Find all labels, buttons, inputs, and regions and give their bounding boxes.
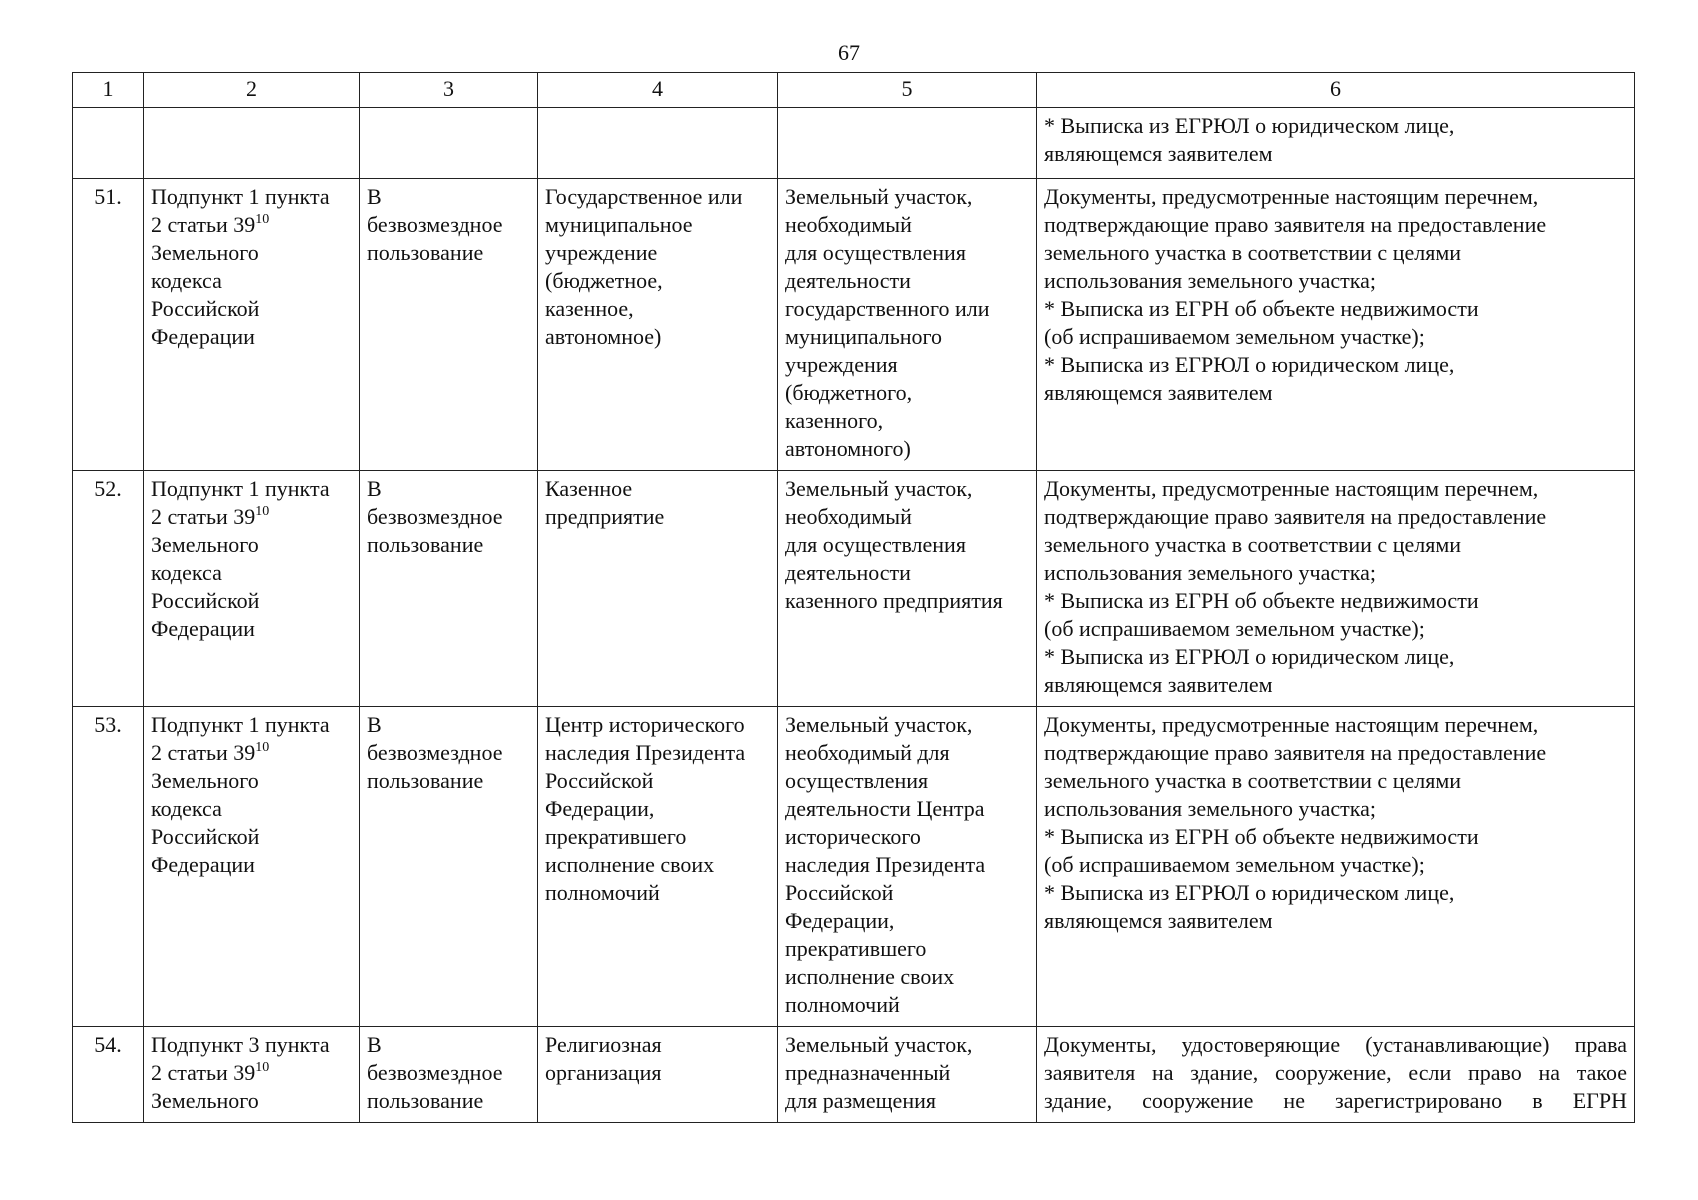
text-line: учреждение xyxy=(545,240,658,265)
text-line: (об испрашиваемом земельном участке); xyxy=(1044,852,1425,877)
text-line: необходимый xyxy=(785,504,912,529)
text-line: являющемся заявителем xyxy=(1044,908,1273,933)
text-line: являющемся заявителем xyxy=(1044,141,1273,166)
empty-cell xyxy=(538,108,778,179)
text-line: прекратившего xyxy=(545,824,687,849)
text-line: деятельности Центра xyxy=(785,796,985,821)
text-line: Российской xyxy=(151,296,260,321)
text-line: 2 статьи 39 xyxy=(151,212,256,237)
row-number: 54. xyxy=(73,1027,144,1123)
text-line: Российской xyxy=(151,824,260,849)
text-line: кодекса xyxy=(151,560,222,585)
text-line: казенного, xyxy=(785,408,884,433)
applicant-cell xyxy=(538,1027,778,1123)
text-line: Подпункт 1 пункта xyxy=(151,476,330,501)
text-line: исполнение своих xyxy=(545,852,715,877)
text-line: деятельности xyxy=(785,268,911,293)
documents-table xyxy=(72,72,1635,1123)
table-row xyxy=(73,471,1635,707)
header-cell-2: 2 xyxy=(144,73,360,108)
text-line: наследия Президента xyxy=(545,740,746,765)
text-line: (бюджетного, xyxy=(785,380,913,405)
applicant-cell xyxy=(538,179,778,471)
text-line: В xyxy=(367,476,382,501)
text-line: Земельный участок, xyxy=(785,476,973,501)
text-line: казенное, xyxy=(545,296,634,321)
text-line: Российской xyxy=(785,880,894,905)
header-cell-3: 3 xyxy=(360,73,538,108)
text-line: Земельного xyxy=(151,532,259,557)
text-line: земельного участка в соответствии с целями xyxy=(1044,240,1462,265)
text-line: (бюджетное, xyxy=(545,268,663,293)
empty-cell xyxy=(73,108,144,179)
documents-cell xyxy=(1037,108,1635,179)
row-number: 53. xyxy=(73,707,144,1027)
table-row xyxy=(73,1027,1635,1123)
text-line: 2 статьи 39 xyxy=(151,1060,256,1085)
table-row xyxy=(73,707,1635,1027)
legal-basis-cell xyxy=(144,707,360,1027)
text-line: Земельного xyxy=(151,240,259,265)
text-line: деятельности xyxy=(785,560,911,585)
text-line: автономное) xyxy=(545,324,662,349)
article-superscript: 10 xyxy=(255,740,270,755)
text-line: Земельный участок, xyxy=(785,1032,973,1057)
text-line: предприятие xyxy=(545,504,665,529)
text-line: Документы, предусмотренные настоящим перечнем, xyxy=(1044,184,1539,209)
text-line: Земельного xyxy=(151,768,259,793)
text-line: безвозмездное xyxy=(367,504,503,529)
documents-cell xyxy=(1037,1027,1635,1123)
text-line: пользование xyxy=(367,1088,484,1113)
text-line: прекратившего xyxy=(785,936,927,961)
text-line: Подпункт 3 пункта xyxy=(151,1032,330,1057)
text-line: муниципальное xyxy=(545,212,693,237)
text-line: необходимый xyxy=(785,212,912,237)
text-line: кодекса xyxy=(151,796,222,821)
text-line: * Выписка из ЕГРЮЛ о юридическом лице, xyxy=(1044,644,1455,669)
text-line: подтверждающие право заявителя на предоставление xyxy=(1044,740,1547,765)
article-superscript: 10 xyxy=(255,1060,270,1075)
text-line: 2 статьи 39 xyxy=(151,504,256,529)
text-line: земельного участка в соответствии с целями xyxy=(1044,532,1462,557)
land-purpose-cell xyxy=(778,707,1037,1027)
text-line: Религиозная xyxy=(545,1032,662,1057)
text-line: В xyxy=(367,1032,382,1057)
legal-basis-cell xyxy=(144,179,360,471)
article-line xyxy=(151,503,352,531)
text-line: автономного) xyxy=(785,436,911,461)
right-type-cell xyxy=(360,1027,538,1123)
text-line: Федерации, xyxy=(545,796,655,821)
continuation-row xyxy=(73,108,1635,179)
text-line: учреждения xyxy=(785,352,898,377)
article-line xyxy=(151,211,352,239)
text-line: Центр исторического xyxy=(545,712,745,737)
text-line: необходимый для xyxy=(785,740,950,765)
text-line: исторического xyxy=(785,824,921,849)
text-line: Российской xyxy=(151,588,260,613)
empty-cell xyxy=(360,108,538,179)
applicant-cell xyxy=(538,707,778,1027)
text-line: организация xyxy=(545,1060,662,1085)
text-line: для осуществления xyxy=(785,532,966,557)
text-line: В xyxy=(367,184,382,209)
text-line: Земельный участок, xyxy=(785,712,973,737)
article-superscript: 10 xyxy=(255,212,270,227)
text-line: пользование xyxy=(367,240,484,265)
row-number: 51. xyxy=(73,179,144,471)
text-line: использования земельного участка; xyxy=(1044,560,1376,585)
text-line: * Выписка из ЕГРН об объекте недвижимости xyxy=(1044,588,1479,613)
text-line: * Выписка из ЕГРЮЛ о юридическом лице, xyxy=(1044,113,1455,138)
table-row xyxy=(73,179,1635,471)
text-line: наследия Президента xyxy=(785,852,986,877)
text-line: пользование xyxy=(367,768,484,793)
text-line: муниципального xyxy=(785,324,943,349)
text-line: Федерации, xyxy=(785,908,895,933)
article-line xyxy=(151,739,352,767)
header-cell-5: 5 xyxy=(778,73,1037,108)
text-line: Федерации xyxy=(151,616,255,641)
page-number: 67 xyxy=(838,40,860,65)
text-line: Казенное xyxy=(545,476,633,501)
text-line: кодекса xyxy=(151,268,222,293)
text-line: использования земельного участка; xyxy=(1044,268,1376,293)
text-line: земельного участка в соответствии с целями xyxy=(1044,768,1462,793)
article-superscript: 10 xyxy=(255,504,270,519)
text-line: для осуществления xyxy=(785,240,966,265)
header-cell-4: 4 xyxy=(538,73,778,108)
documents-cell xyxy=(1037,707,1635,1027)
text-line: * Выписка из ЕГРН об объекте недвижимости xyxy=(1044,296,1479,321)
text-line: (об испрашиваемом земельном участке); xyxy=(1044,616,1425,641)
article-line xyxy=(151,1059,352,1087)
text-line: являющемся заявителем xyxy=(1044,672,1273,697)
header-row xyxy=(73,73,1635,108)
text-line: Подпункт 1 пункта xyxy=(151,184,330,209)
text-line: * Выписка из ЕГРЮЛ о юридическом лице, xyxy=(1044,880,1455,905)
text-line: осуществления xyxy=(785,768,929,793)
legal-basis-cell xyxy=(144,471,360,707)
documents-cell xyxy=(1037,471,1635,707)
right-type-cell xyxy=(360,707,538,1027)
land-purpose-cell xyxy=(778,471,1037,707)
text-line: Российской xyxy=(545,768,654,793)
header-cell-6: 6 xyxy=(1037,73,1635,108)
text-line: Федерации xyxy=(151,324,255,349)
text-line: пользование xyxy=(367,532,484,557)
text-line: полномочий xyxy=(545,880,660,905)
text-line: для размещения xyxy=(785,1088,936,1113)
text-line: безвозмездное xyxy=(367,740,503,765)
land-purpose-cell xyxy=(778,1027,1037,1123)
text-line: безвозмездное xyxy=(367,212,503,237)
text-line: Подпункт 1 пункта xyxy=(151,712,330,737)
text-line: Федерации xyxy=(151,852,255,877)
text-line: использования земельного участка; xyxy=(1044,796,1376,821)
applicant-cell xyxy=(538,471,778,707)
empty-cell xyxy=(144,108,360,179)
text-line: предназначенный xyxy=(785,1060,951,1085)
text-line: безвозмездное xyxy=(367,1060,503,1085)
text-line: 2 статьи 39 xyxy=(151,740,256,765)
text-line: являющемся заявителем xyxy=(1044,380,1273,405)
text-line: Документы, удостоверяющие (устанавливающие) права xyxy=(1044,1032,1627,1057)
text-line: (об испрашиваемом земельном участке); xyxy=(1044,324,1425,349)
text-line: Земельный участок, xyxy=(785,184,973,209)
legal-basis-cell xyxy=(144,1027,360,1123)
text-line: подтверждающие право заявителя на предоставление xyxy=(1044,212,1547,237)
text-line: здание, сооружение не зарегистрировано в ЕГРН xyxy=(1044,1088,1627,1113)
text-line: * Выписка из ЕГРЮЛ о юридическом лице, xyxy=(1044,352,1455,377)
text-line: Государственное или xyxy=(545,184,743,209)
text-line: Документы, предусмотренные настоящим перечнем, xyxy=(1044,476,1539,501)
text-line: В xyxy=(367,712,382,737)
text-line: полномочий xyxy=(785,992,900,1017)
text-line: казенного предприятия xyxy=(785,588,1003,613)
right-type-cell xyxy=(360,179,538,471)
text-line: подтверждающие право заявителя на предоставление xyxy=(1044,504,1547,529)
empty-cell xyxy=(778,108,1037,179)
documents-cell xyxy=(1037,179,1635,471)
text-line: Документы, предусмотренные настоящим перечнем, xyxy=(1044,712,1539,737)
text-line: заявителя на здание, сооружение, если право на такое xyxy=(1044,1060,1627,1085)
header-cell-1: 1 xyxy=(73,73,144,108)
text-line: государственного или xyxy=(785,296,990,321)
text-line: * Выписка из ЕГРН об объекте недвижимости xyxy=(1044,824,1479,849)
row-number: 52. xyxy=(73,471,144,707)
text-line: исполнение своих xyxy=(785,964,955,989)
text-line: Земельного xyxy=(151,1088,259,1113)
right-type-cell xyxy=(360,471,538,707)
land-purpose-cell xyxy=(778,179,1037,471)
